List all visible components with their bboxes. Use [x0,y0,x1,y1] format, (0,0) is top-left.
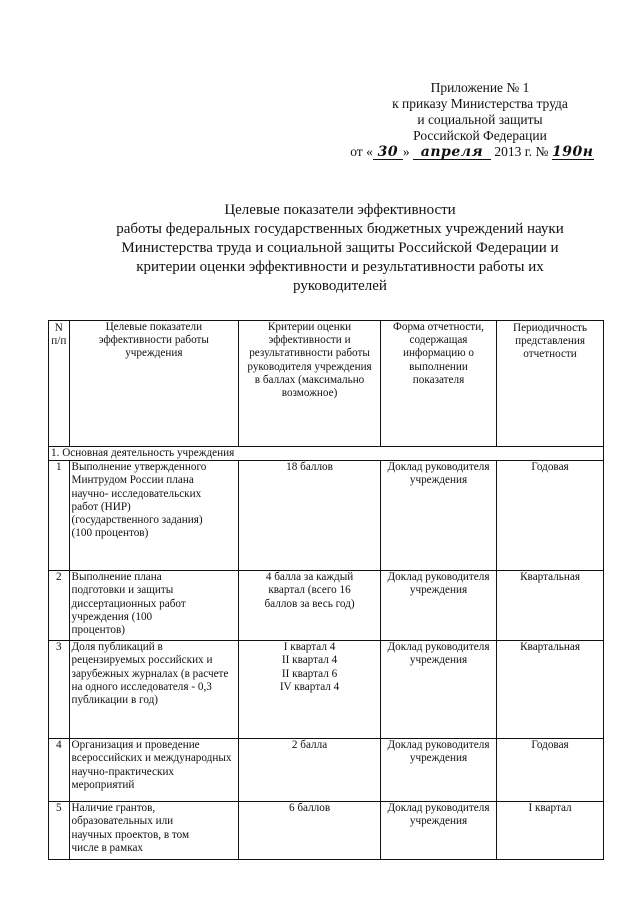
appendix-line-1: Приложение № 1 [430,80,530,95]
row-form: Доклад руководителя учреждения [380,641,496,739]
row-criteria: 6 баллов [239,802,381,860]
table-row [49,571,604,641]
row-period: Квартальная [497,571,604,641]
date-prefix: от « [350,144,373,159]
appendix-block [330,80,630,160]
title-line-4: критерии оценки эффективности и результативности работы их [136,259,544,275]
table-row [49,802,604,860]
row-number: 3 [49,641,70,739]
header-period: Периодичность представления отчетности [497,321,604,447]
row-period: Квартальная [497,641,604,739]
table-row [49,461,604,571]
appendix-line-2: к приказу Министерства труда [392,96,568,111]
row-form: Доклад руководителя учреждения [380,571,496,641]
title-line-2: работы федеральных государственных бюджетных учреждений науки [116,221,564,237]
row-indicator: Выполнение утвержденного Минтрудом России плана научно- исследовательских работ (НИР) (государственного задания) (100 процентов) [69,461,239,571]
appendix-line-3: и социальной защиты [417,112,543,127]
order-number-label: № [535,144,549,159]
row-period: I квартал [497,802,604,860]
row-form: Доклад руководителя учреждения [380,802,496,860]
row-number: 1 [49,461,70,571]
title-line-1: Целевые показатели эффективности [224,202,456,218]
date-year: 2013 г. [494,144,533,159]
header-form: Форма отчетности, содержащая информацию о выполнении показателя [380,321,496,447]
row-number: 5 [49,802,70,860]
indicators-table [48,320,604,860]
row-number: 4 [49,739,70,802]
title-line-3: Министерства труда и социальной защиты Российской Федерации и [121,240,559,256]
date-mid: » [402,144,410,159]
header-number: N п/п [49,321,70,447]
row-number: 2 [49,571,70,641]
row-indicator: Доля публикаций в рецензируемых российских и зарубежных журналах (в расчете на одного исследователя - 0,3 публикации в год) [69,641,239,739]
row-period: Годовая [497,739,604,802]
table-header-row [49,321,604,447]
table-row [49,641,604,739]
table-row [49,739,604,802]
header-indicator: Целевые показатели эффективности работы учреждения [69,321,239,447]
header-criteria: Критерии оценки эффективности и результативности работы руководителя учреждения в баллах (максимально возможное) [239,321,381,447]
row-criteria: 18 баллов [239,461,381,571]
row-period: Годовая [497,461,604,571]
row-form: Доклад руководителя учреждения [380,739,496,802]
row-form: Доклад руководителя учреждения [380,461,496,571]
order-number: 190н [552,144,594,160]
date-month: апреля [413,145,491,160]
document-title [60,201,620,296]
appendix-line-4: Российской Федерации [413,128,547,143]
row-criteria: I квартал 4 II квартал 4 II квартал 6 IV квартал 4 [239,641,381,739]
row-criteria: 2 балла [239,739,381,802]
row-indicator: Организация и проведение всероссийских и международных научно-практических мероприятий [69,739,239,802]
section-row [49,447,604,461]
order-date-line [322,144,622,160]
row-criteria: 4 балла за каждый квартал (всего 16 баллов за весь год) [239,571,381,641]
row-indicator: Наличие грантов, образовательных или научных проектов, в том числе в рамках [69,802,239,860]
date-day: 30 [373,145,403,160]
title-line-5: руководителей [293,278,387,294]
section-title: 1. Основная деятельность учреждения [49,447,604,461]
row-indicator: Выполнение плана подготовки и защиты диссертационных работ учреждения (100 процентов) [69,571,239,641]
